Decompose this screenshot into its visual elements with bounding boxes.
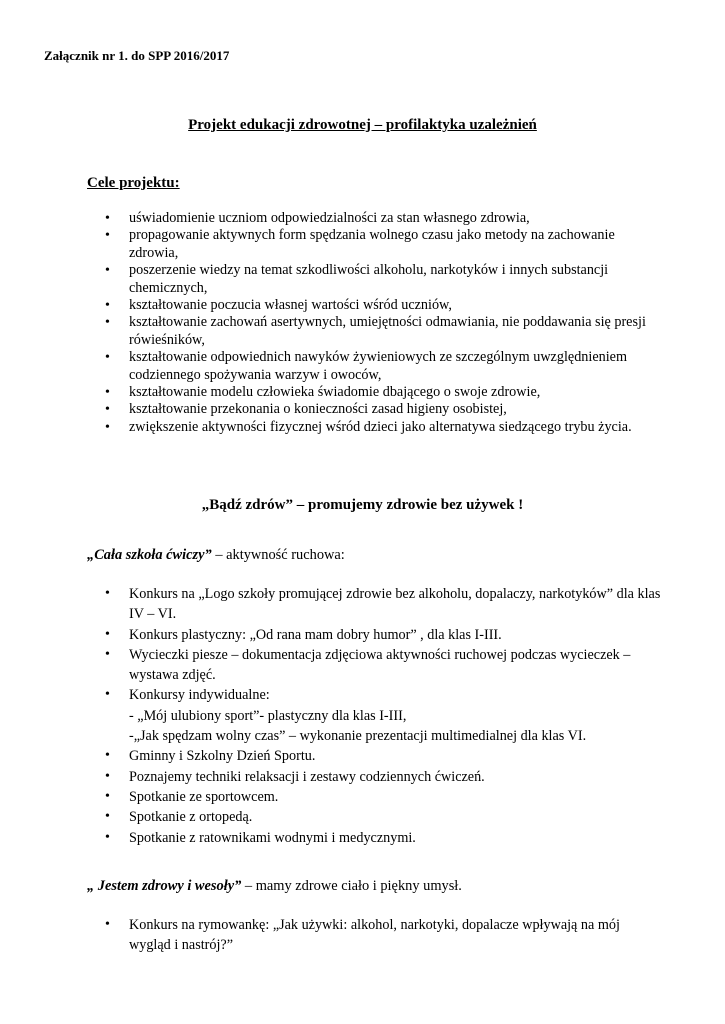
sub-item: - „Mój ulubiony sport”- plastyczny dla klas I-III,	[129, 707, 407, 724]
list-item: • kształtowanie zachowań asertywnych, umiejętności odmawiania, nie poddawania się presji rówieśników,	[105, 314, 665, 349]
list-item: • zwiększenie aktywności fizycznej wśród dzieci jako alternatywa siedzącego trybu życia.	[105, 419, 665, 436]
goals-heading: Cele projektu:	[87, 175, 180, 191]
list-item: • propagowanie aktywnych form spędzania wolnego czasu jako metody na zachowanie zdrowia,	[105, 227, 665, 262]
section1-desc: – aktywność ruchowa:	[211, 547, 345, 563]
sub-item: -„Jak spędzam wolny czas” – wykonanie prezentacji multimedialnej dla klas VI.	[129, 728, 587, 745]
list-item: • Wycieczki piesze – dokumentacja zdjęciowa aktywności ruchowej podczas wycieczek – wystawa zdjęć.	[105, 645, 665, 686]
goals-list	[105, 210, 665, 436]
list-item: • Konkurs plastyczny: „Od rana mam dobry humor” , dla klas I-III.	[105, 625, 665, 645]
list-item	[105, 685, 665, 746]
list-item: • Gminny i Szkolny Dzień Sportu.	[105, 746, 665, 766]
list-item: • Spotkanie z ratownikami wodnymi i medycznymi.	[105, 828, 665, 848]
list-item: • kształtowanie odpowiednich nawyków żywieniowych ze szczególnym uwzględnieniem codziennego spożywania warzyw i owoców,	[105, 349, 665, 384]
list-item: • kształtowanie poczucia własnej wartości wśród uczniów,	[105, 297, 665, 314]
section2-heading	[87, 878, 462, 895]
list-item: • uświadomienie uczniom odpowiedzialności za stan własnego zdrowia,	[105, 210, 665, 227]
document-title: Projekt edukacji zdrowotnej – profilaktyka uzależnień	[188, 117, 537, 133]
list-item: • Poznajemy techniki relaksacji i zestawy codziennych ćwiczeń.	[105, 767, 665, 787]
list-item: • Spotkanie ze sportowcem.	[105, 787, 665, 807]
section2-list	[105, 915, 665, 956]
motto-heading: „Bądź zdrów” – promujemy zdrowie bez używek !	[201, 497, 524, 513]
list-item: • poszerzenie wiedzy na temat szkodliwości alkoholu, narkotyków i innych substancji chemicznych,	[105, 262, 665, 297]
list-item: • Konkurs na „Logo szkoły promującej zdrowie bez alkoholu, dopalaczy, narkotyków” dla klas IV – VI.	[105, 584, 665, 625]
section1-list	[105, 584, 665, 848]
section1-heading	[87, 547, 345, 564]
list-item: • kształtowanie przekonania o konieczności zasad higieny osobistej,	[105, 401, 665, 418]
section2-desc: – mamy zdrowe ciało i piękny umysł.	[241, 878, 462, 894]
list-item: • Konkurs na rymowankę: „Jak używki: alkohol, narkotyki, dopalacze wpływają na mój wygląd i nastrój?”	[105, 915, 665, 956]
list-item: • kształtowanie modelu człowieka świadomie dbającego o swoje zdrowie,	[105, 384, 665, 401]
list-item: • Spotkanie z ortopedą.	[105, 807, 665, 827]
attachment-header: Załącznik nr 1. do SPP 2016/2017	[44, 48, 230, 63]
list-item-label: Konkursy indywidualne:	[129, 687, 270, 704]
section2-name: „ Jestem zdrowy i wesoły”	[87, 878, 242, 894]
section1-name: „Cała szkoła ćwiczy”	[87, 547, 212, 563]
